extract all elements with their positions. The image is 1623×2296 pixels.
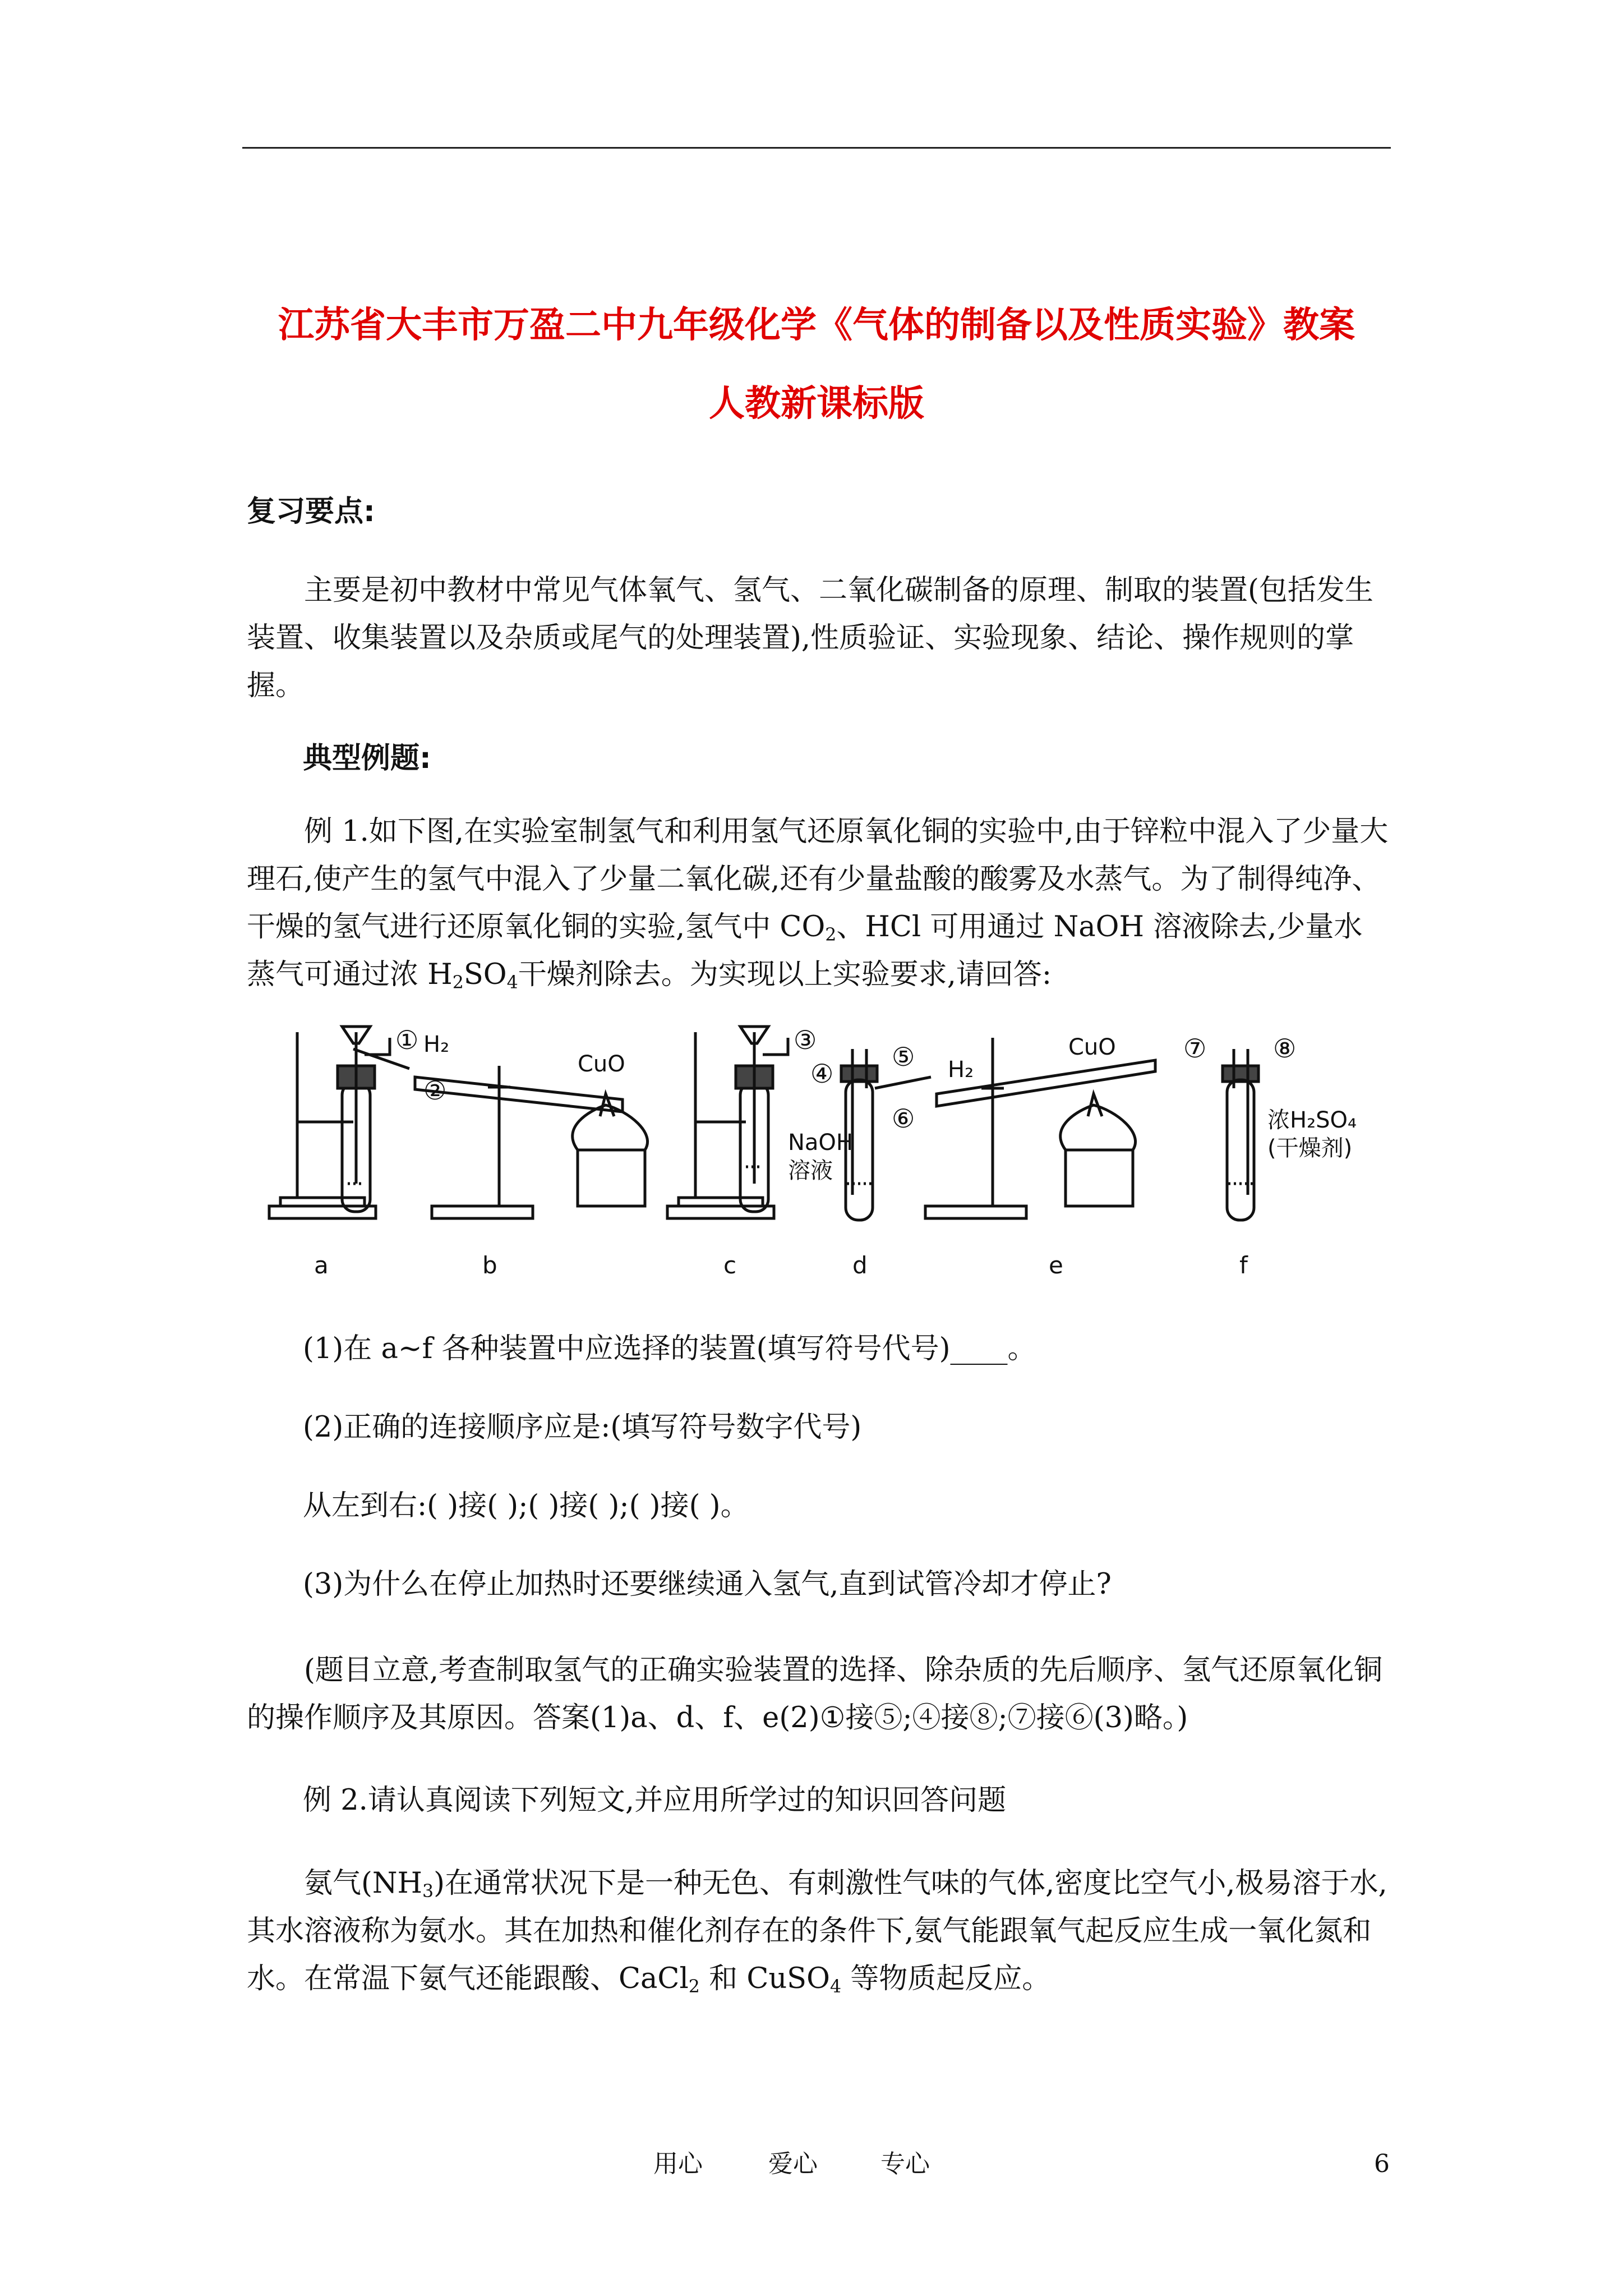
example-2-text-d: 等物质起反应。 <box>841 1962 1051 1995</box>
title-line-2: 人教新课标版 <box>709 383 924 425</box>
example-1-text-c: SO <box>463 958 507 991</box>
figure-label-e: e <box>1049 1251 1063 1279</box>
review-heading: 复习要点: <box>247 495 375 528</box>
question-2-blanks: 从左到右:( )接( );( )接( );( )接( )。 <box>303 1489 749 1522</box>
example-1-answer-paragraph <box>247 1646 1391 1742</box>
desiccant-label: (干燥剂) <box>1267 1135 1353 1161</box>
subscript-h2: 2 <box>452 972 464 993</box>
apparatus-f <box>1223 1049 1258 1220</box>
apparatus-c <box>667 1027 788 1218</box>
port-6: ⑥ <box>892 1103 915 1134</box>
port-5: ⑤ <box>892 1042 915 1072</box>
review-paragraph <box>247 567 1391 710</box>
example-2-paragraph <box>247 1860 1391 2003</box>
question-3: (3)为什么在停止加热时还要继续通入氢气,直到试管冷却才停止? <box>303 1568 1112 1601</box>
port-8: ⑧ <box>1273 1033 1297 1064</box>
example-2-text-c: 和 CuSO <box>699 1962 830 1995</box>
subscript-so4: 4 <box>506 972 518 993</box>
example-1-paragraph <box>247 808 1391 999</box>
figure-label-f: f <box>1239 1251 1248 1279</box>
apparatus-e <box>875 1038 1155 1218</box>
header-rule <box>242 147 1391 149</box>
naoh-label: NaOH <box>788 1130 853 1156</box>
footer-text-1: 用心 <box>653 2150 703 2178</box>
port-2: ② <box>423 1075 447 1106</box>
figure-label-c: c <box>723 1251 737 1279</box>
port-3: ③ <box>794 1025 817 1055</box>
page-number: 6 <box>1374 2150 1390 2178</box>
question-1: (1)在 a~f 各种装置中应选择的装置(填写符号代号)____。 <box>303 1332 1036 1365</box>
example-2-intro: 例 2.请认真阅读下列短文,并应用所学过的知识回答问题 <box>303 1784 1007 1817</box>
example-2-text-b: )在通常状况下是一种无色、有刺激性气味的气体,密度比空气小,极易溶于水,其水溶液称为氨水。其在加热和催化剂存在的条件下,氨气能跟氧气起反应生成一氧化氮和水。在常温下氨气还能跟酸、CaCl <box>247 1867 1387 1995</box>
h2so4-label: 浓H₂SO₄ <box>1267 1107 1357 1133</box>
naoh-solution-label: 溶液 <box>788 1158 833 1184</box>
title-line-1: 江苏省大丰市万盈二中九年级化学《气体的制备以及性质实验》教案 <box>278 305 1355 346</box>
h2-label-b: H₂ <box>423 1032 450 1057</box>
subscript-cuso4: 4 <box>829 1976 842 1997</box>
port-1: ① <box>395 1025 419 1055</box>
cuo-label-e: CuO <box>1068 1034 1116 1060</box>
examples-heading: 典型例题: <box>303 742 431 775</box>
figure-label-b: b <box>482 1251 497 1279</box>
example-1-text-a: 例 1.如下图,在实验室制氢气和利用氢气还原氧化铜的实验中,由于锌粒中混入了少量大理石,使产生的氢气中混入了少量二氧化碳,还有少量盐酸的酸雾及水蒸气。为了制得纯净、干燥的氢气进行还原氧化铜的实验,氢气中 CO <box>247 815 1389 944</box>
example-2-text <box>247 1860 1391 2003</box>
example-1-answer: (题目立意,考查制取氢气的正确实验装置的选择、除杂质的先后顺序、氢气还原氧化铜的操作顺序及其原因。答案(1)a、d、f、e(2)①接⑤;④接⑧;⑦接⑥(3)略。) <box>247 1654 1383 1734</box>
figure-label-d: d <box>852 1251 868 1279</box>
port-7: ⑦ <box>1183 1033 1207 1064</box>
question-2: (2)正确的连接顺序应是:(填写符号数字代号) <box>303 1411 862 1444</box>
example-2-text-a: 氨气(NH <box>304 1867 422 1900</box>
subscript-nh3: 3 <box>422 1881 434 1902</box>
cuo-label-b: CuO <box>578 1051 625 1077</box>
apparatus-figure <box>264 1015 1374 1285</box>
footer-text-3: 专心 <box>880 2150 930 2178</box>
review-text: 主要是初中教材中常见气体氧气、氢气、二氧化碳制备的原理、制取的装置(包括发生装置、收集装置以及杂质或尾气的处理装置),性质验证、实验现象、结论、操作规则的掌握。 <box>247 574 1373 702</box>
example-1-text <box>247 808 1391 999</box>
example-1-text-d: 干燥剂除去。为实现以上实验要求,请回答: <box>518 958 1052 991</box>
subscript-co2: 2 <box>825 924 837 945</box>
example-1-text-b: 、HCl 可用通过 NaOH 溶液除去,少量水蒸气可通过浓 H <box>247 910 1363 991</box>
footer-text-2: 爱心 <box>768 2150 818 2178</box>
figure-label-a: a <box>314 1251 329 1279</box>
h2-label-e: H₂ <box>948 1057 974 1083</box>
port-4: ④ <box>810 1059 834 1089</box>
subscript-cacl2: 2 <box>688 1976 700 1997</box>
